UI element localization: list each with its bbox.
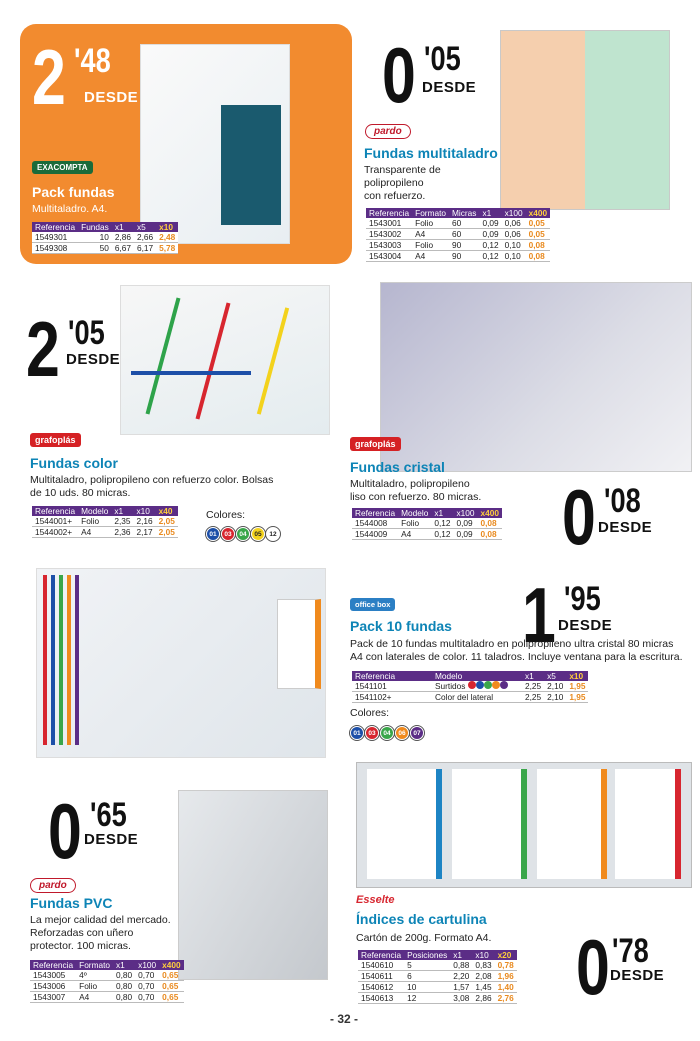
cell: 5,78 [156,243,178,254]
color-strip [75,575,79,745]
cell: 0,12 [431,518,453,529]
table-row [30,981,184,992]
cell: 50 [78,243,112,254]
index-sheet [367,769,442,879]
desc-line: de 10 uds. 80 micras. [30,487,131,499]
price-desde: DESDE [598,519,653,536]
cell: Folio [398,518,431,529]
color-chip: 06 [395,726,409,740]
table-row [366,218,550,229]
price-table-fundas-cristal [352,508,502,540]
price-table-fundas-multitaladro [366,208,550,262]
cell: 1544001+ [32,516,78,527]
cell: 1541101 [352,681,432,692]
cell: 1543007 [30,992,76,1003]
cell: 0,12 [479,240,501,251]
cell: 1540613 [358,993,404,1004]
product-title: Fundas color [30,455,118,471]
cell: 0,06 [502,229,526,240]
col-header: x100 [135,960,159,970]
color-swatches [350,722,425,740]
color-chip: 05 [251,527,265,541]
product-title: Índices de cartulina [356,911,487,927]
color-swatches [206,523,281,541]
product-image-fundas-color [120,285,330,435]
col-header: Micras [449,208,479,218]
color-chip: 01 [206,527,220,541]
product-title: Pack 10 fundas [350,618,452,634]
col-header: x10 [472,950,494,960]
col-header: x5 [134,222,156,232]
cell: 1,45 [472,982,494,993]
cell: A4 [78,527,111,538]
cell: 0,09 [479,218,501,229]
cell: 1543002 [366,229,412,240]
color-dot [484,681,492,689]
brand-logo-grafoplas: grafoplás [30,433,81,447]
product-image-pack-10-fundas [36,568,326,758]
desc-line: Pack de 10 fundas multitaladro en polipropileno ultra cristal 80 micras [350,638,674,650]
color-strip [43,575,47,745]
price-desde: DESDE [66,351,121,368]
price-indices-cartulina [576,923,696,1011]
price-decimal: '48 [74,42,111,80]
color-chip: 07 [410,726,424,740]
table-row [32,232,178,243]
cell: 0,78 [495,960,517,971]
product-title: Pack fundas [32,184,115,200]
cell: 6,17 [134,243,156,254]
cell-model [432,681,522,692]
col-header: Referencia [32,506,78,516]
brand-logo-office-box: office box [350,598,395,611]
color-dot [492,681,500,689]
table-row [366,240,550,251]
brand-logo-esselte: Esselte [356,894,395,906]
col-header: x10 [566,671,588,681]
col-header: x10 [156,222,178,232]
desc-line: La mejor calidad del mercado. [30,914,171,926]
table-row [358,993,517,1004]
desc-line: A4 con laterales de color. 11 taladros. Incluye ventana para la escritura. [350,651,683,663]
cell: 1541102+ [352,692,432,703]
col-header: x1 [113,960,135,970]
col-header: x1 [112,222,134,232]
brand-logo-grafoplas: grafoplás [350,437,401,451]
price-integer: 2 [26,305,58,393]
price-table-pack-10-fundas [352,671,588,703]
price-desde: DESDE [558,617,613,634]
price-decimal: '78 [612,932,649,970]
cell: 1549308 [32,243,78,254]
table-row [358,971,517,982]
cell: 10 [78,232,112,243]
desc-line: protector. 100 micras. [30,940,131,952]
cell: 90 [449,240,479,251]
price-desde: DESDE [84,831,139,848]
col-header: Modelo [398,508,431,518]
cell: 0,10 [502,251,526,262]
table-row [352,529,502,540]
price-fundas-pvc [48,787,168,875]
cell: 2,16 [134,516,156,527]
price-table-fundas-pvc [30,960,184,1003]
cell: 1540612 [358,982,404,993]
cell: 2,66 [134,232,156,243]
color-chip: 04 [236,527,250,541]
cell: Folio [76,981,113,992]
cell: 0,80 [113,970,135,981]
col-header: x5 [544,671,566,681]
col-header: x1 [450,950,472,960]
cell: 1,95 [566,681,588,692]
cell: 0,83 [472,960,494,971]
product-description [356,932,491,945]
price-decimal: '65 [90,796,127,834]
cell: A4 [412,229,449,240]
col-header: Formato [76,960,113,970]
price-table-pack-fundas [32,222,178,254]
table-row [352,681,588,692]
page-number: - 32 - [330,1012,359,1026]
product-description [350,638,683,664]
price-fundas-cristal [562,473,682,561]
cell: Folio [412,240,449,251]
colores-label: Colores: [350,707,390,719]
price-integer: 0 [382,31,414,119]
cell: 1,95 [566,692,588,703]
cell: 0,80 [113,992,135,1003]
product-image-fundas-multitaladro [500,30,670,210]
col-header: Referencia [32,222,78,232]
price-decimal: '05 [68,314,105,352]
col-header: Modelo [78,506,111,516]
col-header: Referencia [352,508,398,518]
cell: 0,09 [454,518,478,529]
table-row [32,243,178,254]
col-header: x400 [478,508,502,518]
desc-line: liso con refuerzo. 80 micras. [350,491,482,503]
cell: 0,80 [113,981,135,992]
color-strip [51,575,55,745]
cell: 2,76 [495,993,517,1004]
brand-logo-pardo: pardo [365,124,411,139]
cell: A4 [76,992,113,1003]
cell: 0,65 [159,992,183,1003]
col-header: Modelo [432,671,522,681]
col-header: Referencia [352,671,432,681]
pack-cover-image [221,105,281,225]
brand-logo-exacompta: EXACOMPTA [32,161,93,174]
price-desde: DESDE [84,89,139,106]
table-row [352,518,502,529]
col-header: Fundas [78,222,112,232]
cell: 2,35 [111,516,133,527]
cell: 5 [404,960,450,971]
cell: A4 [412,251,449,262]
cell: 1543006 [30,981,76,992]
color-chip: 03 [365,726,379,740]
cell: 1543004 [366,251,412,262]
cell: 0,70 [135,970,159,981]
desc-line: con refuerzo. [364,190,426,202]
table-row [30,992,184,1003]
cell: 2,10 [544,692,566,703]
col-header: x100 [502,208,526,218]
desc-line: Cartón de 200g. Formato A4. [356,932,492,944]
cell: 0,09 [454,529,478,540]
table-row [366,251,550,262]
col-header: Referencia [366,208,412,218]
cell: 1,40 [495,982,517,993]
cell: Folio [78,516,111,527]
product-subtitle: Multitaladro. A4. [32,203,108,215]
product-description [30,474,273,500]
cell: 0,08 [526,240,550,251]
price-decimal: '95 [564,580,601,618]
product-image-fundas-pvc [178,790,328,980]
col-header: x1 [522,671,544,681]
cell: 2,05 [156,516,178,527]
color-chip: 12 [266,527,280,541]
desc-line: Multitaladro, polipropileno [350,478,470,490]
price-desde: DESDE [610,967,665,984]
price-decimal: '05 [424,40,461,78]
cell: 1544008 [352,518,398,529]
color-strip [196,303,231,420]
cell: 0,65 [159,970,183,981]
price-integer: 0 [562,473,594,561]
price-table-indices-cartulina [358,950,517,1004]
col-header: x1 [431,508,453,518]
table-row [358,982,517,993]
colores-label: Colores: [206,509,246,521]
cell: 0,12 [479,251,501,262]
table-row [32,527,178,538]
cell: 0,08 [526,251,550,262]
col-header: x40 [156,506,178,516]
product-image-indices-cartulina [356,762,692,888]
color-chip: 01 [350,726,364,740]
cell: 2,10 [544,681,566,692]
color-strip [67,575,71,745]
cell: 90 [449,251,479,262]
cell: 0,65 [159,981,183,992]
cell: 1540610 [358,960,404,971]
promo-pack-fundas [20,24,352,264]
price-desde: DESDE [422,79,477,96]
index-sheet [615,769,681,879]
cell: 0,08 [478,529,502,540]
cell: 1540611 [358,971,404,982]
col-header: x400 [526,208,550,218]
product-image-pack-fundas [140,44,290,244]
cell: 2,17 [134,527,156,538]
col-header: x100 [454,508,478,518]
price-decimal: '08 [604,482,641,520]
brand-logo-pardo: pardo [30,878,76,893]
cell: 1,96 [495,971,517,982]
cell: 0,05 [526,229,550,240]
col-header: x1 [479,208,501,218]
cell: 2,05 [156,527,178,538]
color-chip: 03 [221,527,235,541]
cell: 1543001 [366,218,412,229]
cell: 2,25 [522,681,544,692]
price-integer: 1 [522,571,554,659]
cell: 1543005 [30,970,76,981]
insert-window-sample [277,599,321,689]
product-image-fundas-cristal [380,282,692,472]
cell: 1549301 [32,232,78,243]
table-row [358,960,517,971]
col-header: x10 [134,506,156,516]
cell: 2,08 [472,971,494,982]
cell: 1543003 [366,240,412,251]
table-row [32,516,178,527]
col-header: x20 [495,950,517,960]
cell: 6 [404,971,450,982]
cell: 2,48 [156,232,178,243]
color-strip [146,298,181,415]
cell: 2,86 [472,993,494,1004]
color-dot [476,681,484,689]
cell: 1,57 [450,982,472,993]
cell: 60 [449,218,479,229]
cell: 6,67 [112,243,134,254]
cell: 0,70 [135,992,159,1003]
color-dot [500,681,508,689]
price-integer: 0 [48,787,80,875]
index-sheet [537,769,607,879]
price-integer: 0 [576,923,608,1011]
cell: 2,20 [450,971,472,982]
col-header: Referencia [30,960,76,970]
price-integer: 2 [32,33,64,121]
product-title: Fundas multitaladro [364,145,498,161]
cell: 1544009 [352,529,398,540]
cell: 0,05 [526,218,550,229]
cell: 0,09 [479,229,501,240]
cell: 0,70 [135,981,159,992]
col-header: x400 [159,960,183,970]
cell: 4º [76,970,113,981]
price-fundas-multitaladro [382,31,502,119]
cell: 60 [449,229,479,240]
cell: 2,36 [111,527,133,538]
desc-line: polipropileno [364,177,424,189]
cell: 0,12 [431,529,453,540]
product-description [30,914,171,953]
cell: 3,08 [450,993,472,1004]
product-description [350,478,481,504]
cell: Color del lateral [432,692,522,703]
color-dot [468,681,476,689]
table-row [366,229,550,240]
desc-line: Multitaladro, polipropileno con refuerzo color. Bolsas [30,474,274,486]
cell: Surtidos [435,681,466,691]
desc-line: Reforzadas con uñero [30,927,134,939]
cell: 2,25 [522,692,544,703]
product-title: Fundas cristal [350,459,445,475]
cell: 12 [404,993,450,1004]
cell: A4 [398,529,431,540]
cell: 2,86 [112,232,134,243]
col-header: x1 [111,506,133,516]
cell: Folio [412,218,449,229]
cell: 10 [404,982,450,993]
color-strip [59,575,63,745]
desc-line: Transparente de [364,164,441,176]
color-chip: 04 [380,726,394,740]
cell: 0,88 [450,960,472,971]
col-header: Formato [412,208,449,218]
cell: 1544002+ [32,527,78,538]
price-table-fundas-color [32,506,178,538]
cell: 0,08 [478,518,502,529]
product-title: Fundas PVC [30,895,113,911]
color-strip [131,371,251,375]
product-description [364,164,441,203]
table-row [352,692,588,703]
index-sheet [452,769,527,879]
cell: 0,10 [502,240,526,251]
col-header: Posiciones [404,950,450,960]
table-row [30,970,184,981]
color-strip [257,307,289,414]
col-header: Referencia [358,950,404,960]
cell: 0,06 [502,218,526,229]
